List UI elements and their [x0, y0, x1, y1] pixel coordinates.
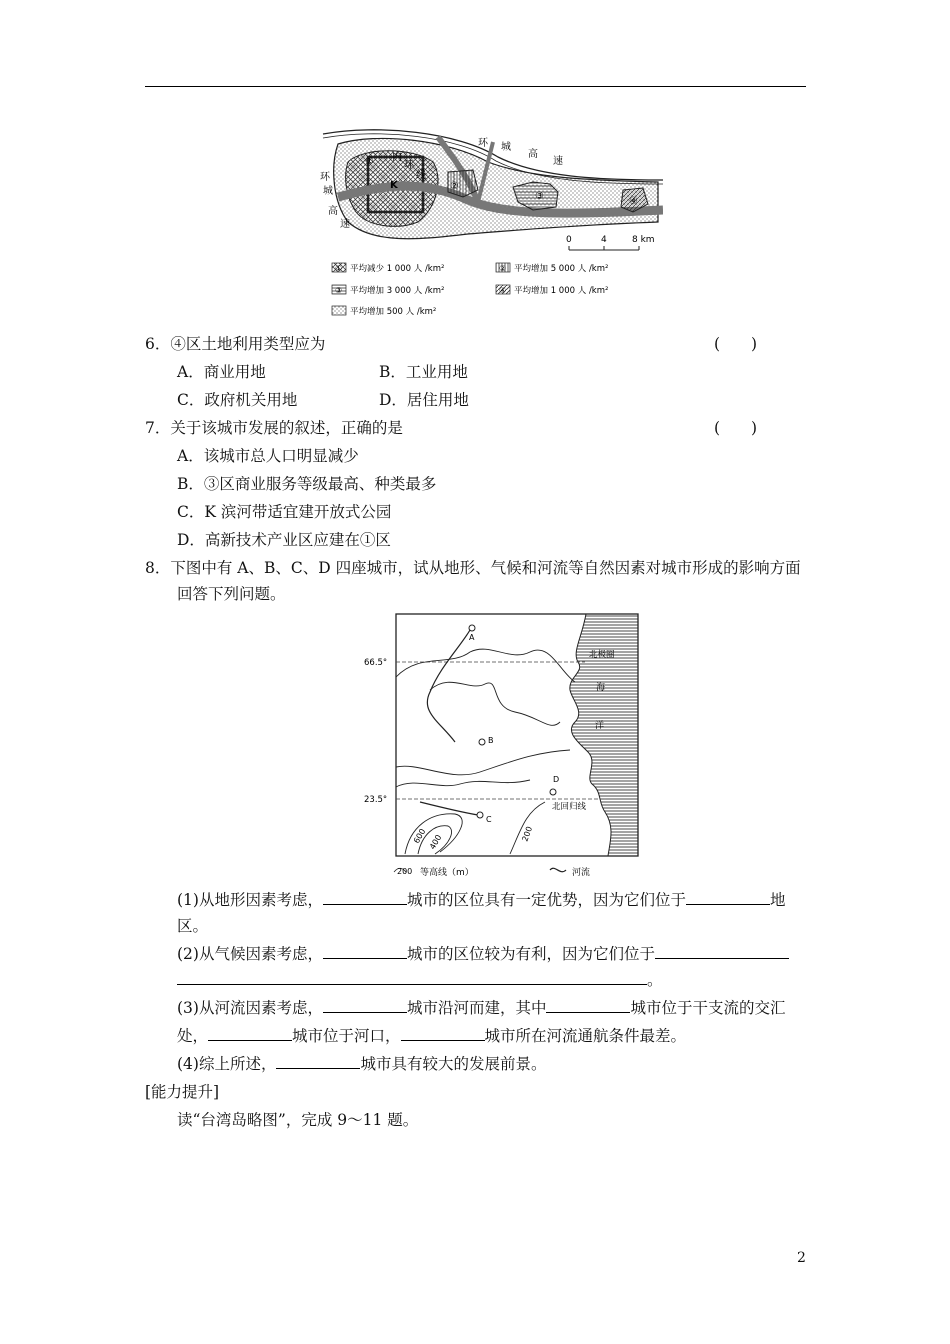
svg-text:内: 内: [392, 152, 402, 163]
q7-option-b[interactable]: B．③区商业服务等级最高、种类最多: [177, 475, 437, 493]
header-rule: [145, 86, 806, 87]
svg-text:B: B: [488, 736, 494, 745]
svg-text:①: ①: [335, 264, 343, 273]
city-population-map: [318, 122, 663, 322]
svg-text:200: 200: [520, 825, 535, 843]
blank-3a[interactable]: [323, 998, 407, 1013]
svg-text:河流: 河流: [572, 868, 591, 878]
scale-bar: [566, 235, 655, 250]
svg-text:高: 高: [328, 206, 338, 217]
svg-text:城: 城: [501, 142, 511, 153]
svg-text:②: ②: [499, 264, 507, 273]
svg-text:④: ④: [499, 286, 507, 295]
q7-option-a[interactable]: A．该城市总人口明显减少: [177, 447, 359, 465]
svg-text:C: C: [486, 815, 492, 824]
legend: [332, 263, 608, 317]
svg-text:8 km: 8 km: [632, 235, 655, 245]
map-legend: [394, 866, 590, 878]
svg-text:北回归线: 北回归线: [552, 802, 587, 812]
svg-text:④: ④: [629, 196, 638, 207]
sub-q1-line2: 区。: [177, 917, 209, 935]
svg-text:高: 高: [528, 149, 538, 160]
svg-text:平均增加 3 000 人 /km²: 平均增加 3 000 人 /km²: [350, 286, 445, 296]
svg-text:等高线（m）: 等高线（m）: [420, 868, 474, 878]
blank-4a[interactable]: [276, 1054, 360, 1069]
blank-2a[interactable]: [323, 944, 407, 959]
svg-text:平均减少 1 000 人 /km²: 平均减少 1 000 人 /km²: [350, 264, 445, 274]
city-a: [469, 625, 475, 631]
svg-text:海: 海: [596, 683, 606, 693]
page-number: 2: [797, 1250, 806, 1266]
q8-stem-cont: 回答下列问题。: [177, 585, 286, 603]
blank-3b[interactable]: [546, 998, 630, 1013]
section-heading: [能力提升]: [145, 1083, 220, 1101]
q6-option-d[interactable]: D．居住用地: [379, 391, 469, 409]
svg-text:K: K: [390, 180, 398, 191]
q6-option-b[interactable]: B．工业用地: [379, 363, 468, 381]
sub-q3-line2: 处， 城市位于河口， 城市所在河流通航条件最差。: [177, 1027, 687, 1045]
svg-text:23.5°: 23.5°: [364, 795, 388, 805]
svg-text:①: ①: [365, 156, 374, 167]
sub-q1-line1: (1)从地形因素考虑， 城市的区位具有一定优势，因为它们位于 地: [177, 891, 786, 909]
read-instruction: 读“台湾岛略图”，完成 9～11 题。: [177, 1111, 419, 1129]
city-c: [477, 812, 483, 818]
q8-stem: 8．下图中有 A、B、C、D 四座城市，试从地形、气候和河流等自然因素对城市形成的影响方面: [145, 559, 801, 577]
svg-text:平均增加 500 人 /km²: 平均增加 500 人 /km²: [350, 307, 437, 317]
q6-answer-paren[interactable]: ( ): [714, 335, 758, 353]
svg-text:③: ③: [535, 191, 544, 202]
blank-3c[interactable]: [208, 1026, 292, 1041]
sub-q3-line1: (3)从河流因素考虑， 城市沿河而建，其中 城市位于干支流的交汇: [177, 999, 786, 1017]
q7-stem: 7．关于该城市发展的叙述，正确的是: [145, 419, 403, 437]
svg-text:66.5°: 66.5°: [364, 658, 388, 668]
svg-text:平均增加 5 000 人 /km²: 平均增加 5 000 人 /km²: [514, 264, 609, 274]
q7-option-d[interactable]: D．高新技术产业区应建在①区: [177, 531, 391, 549]
svg-text:平均增加 1 000 人 /km²: 平均增加 1 000 人 /km²: [514, 286, 609, 296]
sub-q2-line1: (2)从气候因素考虑， 城市的区位较为有利，因为它们位于: [177, 944, 789, 964]
blank-1b[interactable]: [686, 890, 770, 905]
svg-text:城: 城: [323, 186, 333, 197]
svg-text:速: 速: [553, 156, 563, 167]
svg-text:速: 速: [340, 219, 350, 230]
q7-option-c[interactable]: C．K 滨河带适宜建开放式公园: [177, 503, 392, 521]
q7-answer-paren[interactable]: ( ): [714, 419, 758, 437]
city-d: [550, 789, 556, 795]
blank-3d[interactable]: [401, 1026, 485, 1041]
svg-text:0: 0: [566, 235, 572, 245]
blank-2c[interactable]: [177, 970, 647, 985]
svg-text:洋: 洋: [595, 721, 605, 731]
sub-q4: (4)综上所述， 城市具有较大的发展前景。: [177, 1055, 547, 1073]
terrain-map: [360, 612, 640, 880]
city-b: [479, 739, 485, 745]
svg-text:200: 200: [397, 867, 413, 876]
svg-text:600: 600: [411, 827, 428, 845]
blank-2b[interactable]: [655, 944, 789, 959]
svg-text:400: 400: [427, 833, 444, 851]
svg-text:环: 环: [320, 172, 330, 183]
svg-text:环: 环: [478, 138, 488, 149]
sub-q2-line2: 。: [177, 970, 663, 990]
svg-text:线: 线: [416, 170, 426, 181]
svg-text:D: D: [553, 775, 560, 784]
svg-text:③: ③: [335, 286, 343, 295]
svg-text:4: 4: [601, 235, 607, 245]
blank-1a[interactable]: [323, 890, 407, 905]
q6-option-c[interactable]: C．政府机关用地: [177, 391, 298, 409]
svg-text:北极圈: 北极圈: [589, 650, 615, 660]
q6-option-a[interactable]: A．商业用地: [177, 363, 266, 381]
q6-stem: 6．④区土地利用类型应为: [145, 335, 326, 353]
svg-text:A: A: [469, 633, 475, 642]
svg-text:②: ②: [450, 181, 459, 192]
svg-text:环: 环: [404, 160, 414, 171]
